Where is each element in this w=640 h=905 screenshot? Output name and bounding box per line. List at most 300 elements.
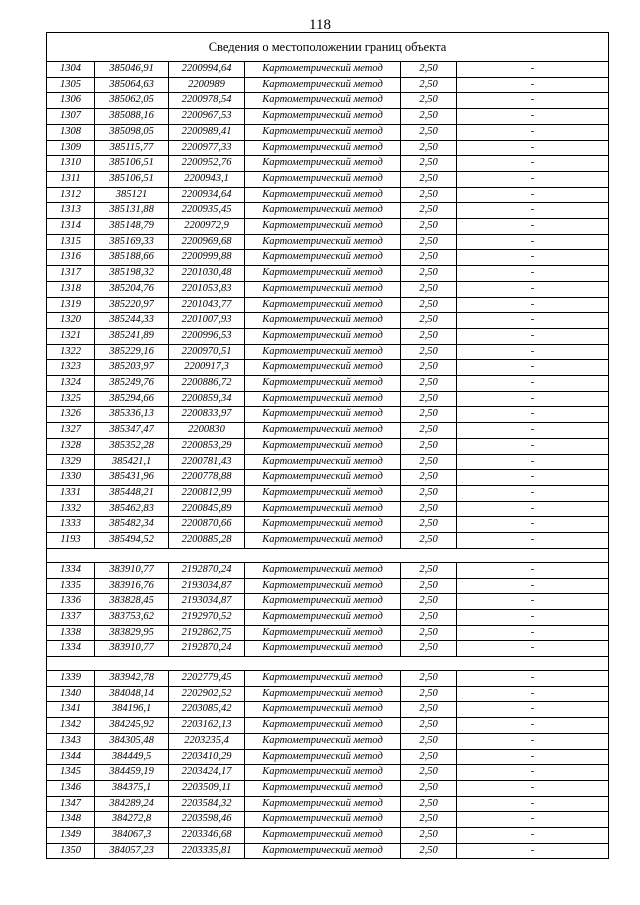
point-number-cell: 1314 <box>47 219 95 235</box>
point-number-cell: 1319 <box>47 297 95 313</box>
point-number-cell: 1330 <box>47 470 95 486</box>
x-coordinate-cell: 385241,89 <box>95 328 169 344</box>
x-coordinate-cell: 383828,45 <box>95 594 169 610</box>
accuracy-cell: 2,50 <box>401 765 457 781</box>
y-coordinate-cell: 2200943,1 <box>169 171 245 187</box>
point-number-cell: 1333 <box>47 517 95 533</box>
method-cell: Картометрический метод <box>245 562 401 578</box>
method-cell: Картометрический метод <box>245 423 401 439</box>
y-coordinate-cell: 2203085,42 <box>169 702 245 718</box>
table-row <box>47 250 609 266</box>
accuracy-cell: 2,50 <box>401 297 457 313</box>
method-cell: Картометрический метод <box>245 594 401 610</box>
accuracy-cell: 2,50 <box>401 749 457 765</box>
x-coordinate-cell: 385448,21 <box>95 485 169 501</box>
point-number-cell: 1308 <box>47 124 95 140</box>
x-coordinate-cell: 383753,62 <box>95 609 169 625</box>
accuracy-cell: 2,50 <box>401 562 457 578</box>
description-cell: - <box>457 124 609 140</box>
accuracy-cell: 2,50 <box>401 266 457 282</box>
accuracy-cell: 2,50 <box>401 187 457 203</box>
x-coordinate-cell: 385046,91 <box>95 62 169 78</box>
accuracy-cell: 2,50 <box>401 156 457 172</box>
y-coordinate-cell: 2200994,64 <box>169 62 245 78</box>
table-row <box>47 517 609 533</box>
y-coordinate-cell: 2203584,32 <box>169 796 245 812</box>
x-coordinate-cell: 383910,77 <box>95 562 169 578</box>
description-cell: - <box>457 594 609 610</box>
method-cell: Картометрический метод <box>245 203 401 219</box>
method-cell: Картометрический метод <box>245 485 401 501</box>
accuracy-cell: 2,50 <box>401 423 457 439</box>
y-coordinate-cell: 2200989,41 <box>169 124 245 140</box>
accuracy-cell: 2,50 <box>401 250 457 266</box>
method-cell: Картометрический метод <box>245 796 401 812</box>
method-cell: Картометрический метод <box>245 266 401 282</box>
method-cell: Картометрический метод <box>245 328 401 344</box>
method-cell: Картометрический метод <box>245 625 401 641</box>
accuracy-cell: 2,50 <box>401 93 457 109</box>
table-row <box>47 733 609 749</box>
description-cell: - <box>457 533 609 549</box>
method-cell: Картометрический метод <box>245 171 401 187</box>
description-cell: - <box>457 109 609 125</box>
y-coordinate-cell: 2203335,81 <box>169 843 245 859</box>
point-number-cell: 1337 <box>47 609 95 625</box>
method-cell: Картометрический метод <box>245 671 401 687</box>
description-cell: - <box>457 780 609 796</box>
x-coordinate-cell: 384459,19 <box>95 765 169 781</box>
accuracy-cell: 2,50 <box>401 234 457 250</box>
x-coordinate-cell: 384057,23 <box>95 843 169 859</box>
x-coordinate-cell: 385148,79 <box>95 219 169 235</box>
y-coordinate-cell: 2192870,24 <box>169 641 245 657</box>
description-cell: - <box>457 578 609 594</box>
table-row <box>47 625 609 641</box>
accuracy-cell: 2,50 <box>401 360 457 376</box>
x-coordinate-cell: 385062,05 <box>95 93 169 109</box>
method-cell: Картометрический метод <box>245 517 401 533</box>
accuracy-cell: 2,50 <box>401 609 457 625</box>
point-number-cell: 1346 <box>47 780 95 796</box>
x-coordinate-cell: 385106,51 <box>95 171 169 187</box>
table-row <box>47 438 609 454</box>
point-number-cell: 1310 <box>47 156 95 172</box>
point-number-cell: 1348 <box>47 812 95 828</box>
x-coordinate-cell: 384067,3 <box>95 828 169 844</box>
method-cell: Картометрический метод <box>245 360 401 376</box>
description-cell: - <box>457 796 609 812</box>
method-cell: Картометрический метод <box>245 501 401 517</box>
method-cell: Картометрический метод <box>245 578 401 594</box>
table-row <box>47 328 609 344</box>
point-number-cell: 1334 <box>47 562 95 578</box>
description-cell: - <box>457 702 609 718</box>
x-coordinate-cell: 385336,13 <box>95 407 169 423</box>
description-cell: - <box>457 328 609 344</box>
x-coordinate-cell: 384449,5 <box>95 749 169 765</box>
method-cell: Картометрический метод <box>245 780 401 796</box>
point-number-cell: 1340 <box>47 686 95 702</box>
y-coordinate-cell: 2200934,64 <box>169 187 245 203</box>
method-cell: Картометрический метод <box>245 281 401 297</box>
point-number-cell: 1309 <box>47 140 95 156</box>
point-number-cell: 1331 <box>47 485 95 501</box>
point-number-cell: 1345 <box>47 765 95 781</box>
point-number-cell: 1322 <box>47 344 95 360</box>
point-number-cell: 1347 <box>47 796 95 812</box>
x-coordinate-cell: 385421,1 <box>95 454 169 470</box>
separator-cell <box>47 548 609 562</box>
accuracy-cell: 2,50 <box>401 796 457 812</box>
method-cell: Картометрический метод <box>245 124 401 140</box>
y-coordinate-cell: 2200917,3 <box>169 360 245 376</box>
point-number-cell: 1305 <box>47 77 95 93</box>
table-row <box>47 718 609 734</box>
description-cell: - <box>457 671 609 687</box>
description-cell: - <box>457 344 609 360</box>
description-cell: - <box>457 266 609 282</box>
table-row <box>47 485 609 501</box>
x-coordinate-cell: 385462,83 <box>95 501 169 517</box>
point-number-cell: 1338 <box>47 625 95 641</box>
point-number-cell: 1324 <box>47 376 95 392</box>
table-row <box>47 765 609 781</box>
table-row <box>47 124 609 140</box>
x-coordinate-cell: 385131,88 <box>95 203 169 219</box>
description-cell: - <box>457 625 609 641</box>
x-coordinate-cell: 384375,1 <box>95 780 169 796</box>
y-coordinate-cell: 2200978,54 <box>169 93 245 109</box>
table-row <box>47 297 609 313</box>
method-cell: Картометрический метод <box>245 828 401 844</box>
description-cell: - <box>457 641 609 657</box>
description-cell: - <box>457 501 609 517</box>
table-row <box>47 533 609 549</box>
table-row <box>47 780 609 796</box>
accuracy-cell: 2,50 <box>401 718 457 734</box>
table-row <box>47 219 609 235</box>
x-coordinate-cell: 383942,78 <box>95 671 169 687</box>
description-cell: - <box>457 609 609 625</box>
point-number-cell: 1341 <box>47 702 95 718</box>
method-cell: Картометрический метод <box>245 641 401 657</box>
description-cell: - <box>457 62 609 78</box>
point-number-cell: 1325 <box>47 391 95 407</box>
y-coordinate-cell: 2200952,76 <box>169 156 245 172</box>
y-coordinate-cell: 2200853,29 <box>169 438 245 454</box>
table-row <box>47 77 609 93</box>
x-coordinate-cell: 385352,28 <box>95 438 169 454</box>
y-coordinate-cell: 2201030,48 <box>169 266 245 282</box>
y-coordinate-cell: 2200859,34 <box>169 391 245 407</box>
y-coordinate-cell: 2200778,88 <box>169 470 245 486</box>
description-cell: - <box>457 812 609 828</box>
method-cell: Картометрический метод <box>245 376 401 392</box>
section-separator-row <box>47 548 609 562</box>
description-cell: - <box>457 93 609 109</box>
table-row <box>47 203 609 219</box>
accuracy-cell: 2,50 <box>401 686 457 702</box>
y-coordinate-cell: 2203162,13 <box>169 718 245 734</box>
point-number-cell: 1339 <box>47 671 95 687</box>
method-cell: Картометрический метод <box>245 686 401 702</box>
y-coordinate-cell: 2203598,46 <box>169 812 245 828</box>
x-coordinate-cell: 383910,77 <box>95 641 169 657</box>
accuracy-cell: 2,50 <box>401 501 457 517</box>
description-cell: - <box>457 281 609 297</box>
y-coordinate-cell: 2200967,53 <box>169 109 245 125</box>
y-coordinate-cell: 2200812,99 <box>169 485 245 501</box>
x-coordinate-cell: 384272,8 <box>95 812 169 828</box>
method-cell: Картометрический метод <box>245 62 401 78</box>
table-row <box>47 376 609 392</box>
table-row <box>47 171 609 187</box>
description-cell: - <box>457 313 609 329</box>
y-coordinate-cell: 2192862,75 <box>169 625 245 641</box>
description-cell: - <box>457 686 609 702</box>
point-number-cell: 1304 <box>47 62 95 78</box>
accuracy-cell: 2,50 <box>401 594 457 610</box>
method-cell: Картометрический метод <box>245 438 401 454</box>
description-cell: - <box>457 718 609 734</box>
method-cell: Картометрический метод <box>245 297 401 313</box>
accuracy-cell: 2,50 <box>401 828 457 844</box>
point-number-cell: 1312 <box>47 187 95 203</box>
table-row <box>47 93 609 109</box>
point-number-cell: 1335 <box>47 578 95 594</box>
table-row <box>47 313 609 329</box>
method-cell: Картометрический метод <box>245 140 401 156</box>
y-coordinate-cell: 2200996,53 <box>169 328 245 344</box>
y-coordinate-cell: 2200935,45 <box>169 203 245 219</box>
y-coordinate-cell: 2201043,77 <box>169 297 245 313</box>
table-row <box>47 360 609 376</box>
method-cell: Картометрический метод <box>245 733 401 749</box>
accuracy-cell: 2,50 <box>401 77 457 93</box>
point-number-cell: 1311 <box>47 171 95 187</box>
y-coordinate-cell: 2200885,28 <box>169 533 245 549</box>
method-cell: Картометрический метод <box>245 234 401 250</box>
description-cell: - <box>457 203 609 219</box>
accuracy-cell: 2,50 <box>401 124 457 140</box>
x-coordinate-cell: 385347,47 <box>95 423 169 439</box>
accuracy-cell: 2,50 <box>401 625 457 641</box>
y-coordinate-cell: 2200977,33 <box>169 140 245 156</box>
page-number: 118 <box>309 17 331 33</box>
table-row <box>47 62 609 78</box>
y-coordinate-cell: 2201053,83 <box>169 281 245 297</box>
accuracy-cell: 2,50 <box>401 843 457 859</box>
table-row <box>47 702 609 718</box>
y-coordinate-cell: 2200781,43 <box>169 454 245 470</box>
x-coordinate-cell: 385115,77 <box>95 140 169 156</box>
y-coordinate-cell: 2193034,87 <box>169 594 245 610</box>
accuracy-cell: 2,50 <box>401 470 457 486</box>
accuracy-cell: 2,50 <box>401 517 457 533</box>
y-coordinate-cell: 2203410,29 <box>169 749 245 765</box>
point-number-cell: 1318 <box>47 281 95 297</box>
x-coordinate-cell: 385198,32 <box>95 266 169 282</box>
table-row <box>47 187 609 203</box>
method-cell: Картометрический метод <box>245 702 401 718</box>
table-row <box>47 686 609 702</box>
table-row <box>47 594 609 610</box>
y-coordinate-cell: 2192870,24 <box>169 562 245 578</box>
method-cell: Картометрический метод <box>245 391 401 407</box>
table-row <box>47 828 609 844</box>
description-cell: - <box>457 156 609 172</box>
method-cell: Картометрический метод <box>245 313 401 329</box>
point-number-cell: 1327 <box>47 423 95 439</box>
y-coordinate-cell: 2200972,9 <box>169 219 245 235</box>
table-row <box>47 578 609 594</box>
description-cell: - <box>457 391 609 407</box>
x-coordinate-cell: 385088,16 <box>95 109 169 125</box>
accuracy-cell: 2,50 <box>401 702 457 718</box>
point-number-cell: 1328 <box>47 438 95 454</box>
accuracy-cell: 2,50 <box>401 219 457 235</box>
accuracy-cell: 2,50 <box>401 313 457 329</box>
x-coordinate-cell: 384245,92 <box>95 718 169 734</box>
point-number-cell: 1349 <box>47 828 95 844</box>
description-cell: - <box>457 423 609 439</box>
point-number-cell: 1350 <box>47 843 95 859</box>
table-row <box>47 266 609 282</box>
description-cell: - <box>457 171 609 187</box>
point-number-cell: 1323 <box>47 360 95 376</box>
y-coordinate-cell: 2201007,93 <box>169 313 245 329</box>
method-cell: Картометрический метод <box>245 109 401 125</box>
accuracy-cell: 2,50 <box>401 780 457 796</box>
method-cell: Картометрический метод <box>245 718 401 734</box>
description-cell: - <box>457 140 609 156</box>
table-row <box>47 671 609 687</box>
description-cell: - <box>457 562 609 578</box>
description-cell: - <box>457 407 609 423</box>
table-row <box>47 641 609 657</box>
y-coordinate-cell: 2200870,66 <box>169 517 245 533</box>
accuracy-cell: 2,50 <box>401 578 457 594</box>
description-cell: - <box>457 843 609 859</box>
accuracy-cell: 2,50 <box>401 62 457 78</box>
x-coordinate-cell: 385169,33 <box>95 234 169 250</box>
accuracy-cell: 2,50 <box>401 109 457 125</box>
x-coordinate-cell: 385494,52 <box>95 533 169 549</box>
x-coordinate-cell: 384048,14 <box>95 686 169 702</box>
section-separator-row <box>47 657 609 671</box>
accuracy-cell: 2,50 <box>401 812 457 828</box>
point-number-cell: 1336 <box>47 594 95 610</box>
method-cell: Картометрический метод <box>245 156 401 172</box>
x-coordinate-cell: 384305,48 <box>95 733 169 749</box>
x-coordinate-cell: 385098,05 <box>95 124 169 140</box>
y-coordinate-cell: 2192970,52 <box>169 609 245 625</box>
table-row <box>47 796 609 812</box>
method-cell: Картометрический метод <box>245 812 401 828</box>
method-cell: Картометрический метод <box>245 187 401 203</box>
table-row <box>47 423 609 439</box>
table-row <box>47 749 609 765</box>
point-number-cell: 1313 <box>47 203 95 219</box>
x-coordinate-cell: 385188,66 <box>95 250 169 266</box>
table-row <box>47 281 609 297</box>
x-coordinate-cell: 385121 <box>95 187 169 203</box>
point-number-cell: 1321 <box>47 328 95 344</box>
point-number-cell: 1307 <box>47 109 95 125</box>
x-coordinate-cell: 385064,63 <box>95 77 169 93</box>
accuracy-cell: 2,50 <box>401 733 457 749</box>
method-cell: Картометрический метод <box>245 843 401 859</box>
description-cell: - <box>457 454 609 470</box>
accuracy-cell: 2,50 <box>401 281 457 297</box>
point-number-cell: 1315 <box>47 234 95 250</box>
description-cell: - <box>457 765 609 781</box>
description-cell: - <box>457 828 609 844</box>
description-cell: - <box>457 376 609 392</box>
point-number-cell: 1320 <box>47 313 95 329</box>
method-cell: Картометрический метод <box>245 344 401 360</box>
y-coordinate-cell: 2203509,11 <box>169 780 245 796</box>
point-number-cell: 1329 <box>47 454 95 470</box>
point-number-cell: 1193 <box>47 533 95 549</box>
y-coordinate-cell: 2200999,88 <box>169 250 245 266</box>
method-cell: Картометрический метод <box>245 407 401 423</box>
method-cell: Картометрический метод <box>245 765 401 781</box>
accuracy-cell: 2,50 <box>401 485 457 501</box>
method-cell: Картометрический метод <box>245 93 401 109</box>
description-cell: - <box>457 297 609 313</box>
table-row <box>47 391 609 407</box>
y-coordinate-cell: 2200833,97 <box>169 407 245 423</box>
table-title: Сведения о местоположении границ объекта <box>47 33 609 62</box>
x-coordinate-cell: 383829,95 <box>95 625 169 641</box>
accuracy-cell: 2,50 <box>401 140 457 156</box>
y-coordinate-cell: 2200969,68 <box>169 234 245 250</box>
table-row <box>47 812 609 828</box>
x-coordinate-cell: 385294,66 <box>95 391 169 407</box>
table-row <box>47 234 609 250</box>
x-coordinate-cell: 385431,96 <box>95 470 169 486</box>
table-row <box>47 843 609 859</box>
boundary-coordinates-table <box>46 32 609 859</box>
x-coordinate-cell: 385249,76 <box>95 376 169 392</box>
accuracy-cell: 2,50 <box>401 391 457 407</box>
table-row <box>47 562 609 578</box>
accuracy-cell: 2,50 <box>401 344 457 360</box>
x-coordinate-cell: 385229,16 <box>95 344 169 360</box>
x-coordinate-cell: 385244,33 <box>95 313 169 329</box>
table-header-row <box>47 33 609 62</box>
description-cell: - <box>457 438 609 454</box>
description-cell: - <box>457 187 609 203</box>
point-number-cell: 1317 <box>47 266 95 282</box>
description-cell: - <box>457 77 609 93</box>
y-coordinate-cell: 2203346,68 <box>169 828 245 844</box>
x-coordinate-cell: 385203,97 <box>95 360 169 376</box>
x-coordinate-cell: 383916,76 <box>95 578 169 594</box>
x-coordinate-cell: 385106,51 <box>95 156 169 172</box>
y-coordinate-cell: 2200845,89 <box>169 501 245 517</box>
point-number-cell: 1332 <box>47 501 95 517</box>
point-number-cell: 1326 <box>47 407 95 423</box>
table-row <box>47 156 609 172</box>
table-row <box>47 609 609 625</box>
method-cell: Картометрический метод <box>245 77 401 93</box>
table-row <box>47 109 609 125</box>
table-row <box>47 407 609 423</box>
method-cell: Картометрический метод <box>245 749 401 765</box>
